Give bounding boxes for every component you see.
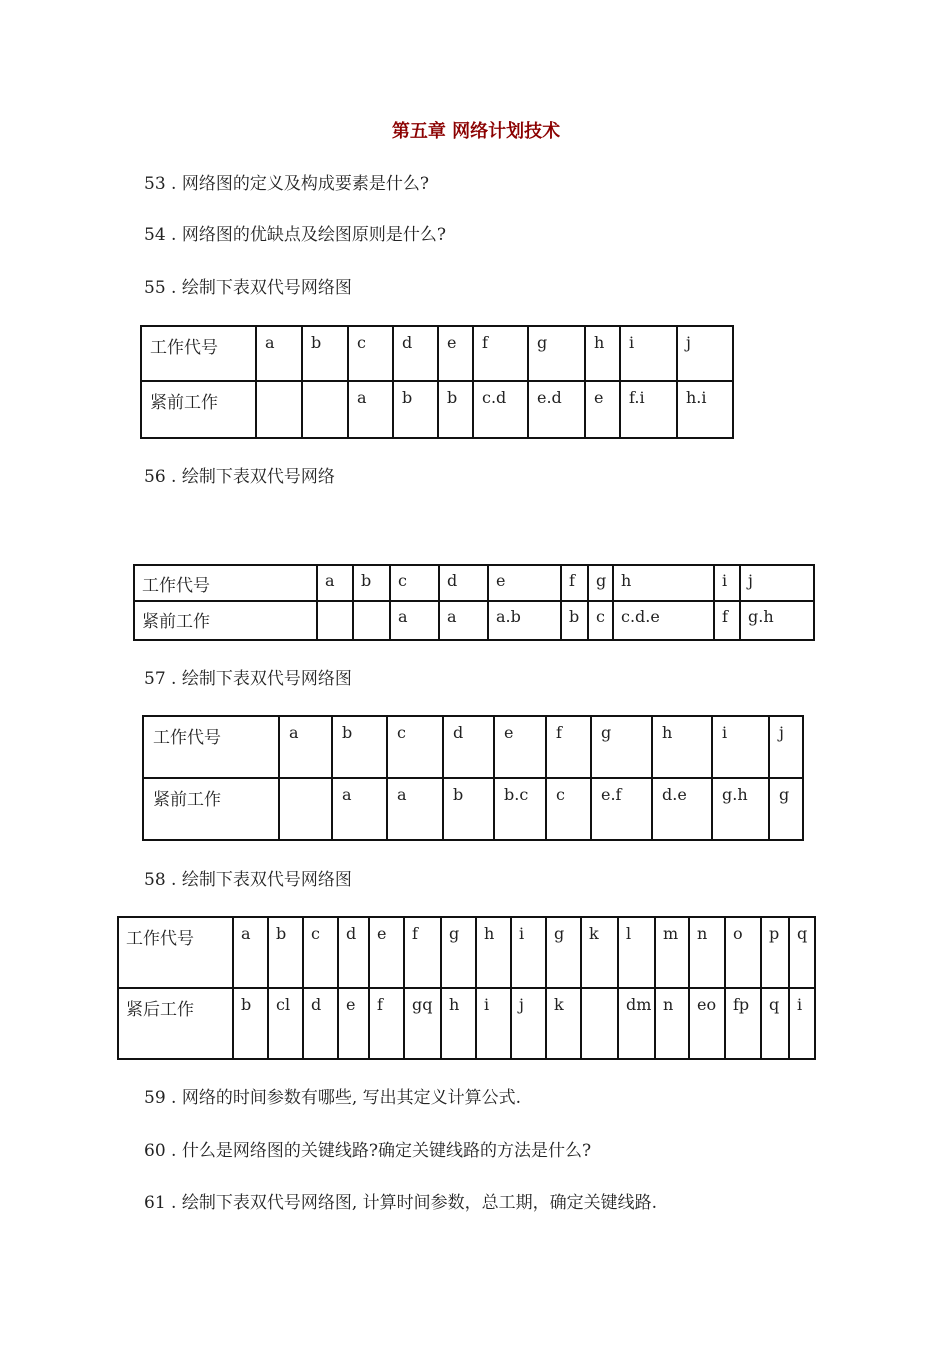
table-cell: i — [620, 326, 677, 381]
row-label: 紧前工作 — [141, 381, 256, 438]
table-cell: g.h — [740, 601, 814, 640]
table-cell: b — [443, 778, 494, 840]
table-cell: f.i — [620, 381, 677, 438]
table-58 — [117, 916, 816, 1060]
question-59: 59 . 网络的时间参数有哪些, 写出其定义计算公式. — [144, 1088, 522, 1108]
table-cell: e — [438, 326, 473, 381]
question-61: 61 . 绘制下表双代号网络图, 计算时间参数，总工期，确定关键线路. — [144, 1193, 658, 1213]
table-cell: a — [279, 716, 332, 778]
table-cell — [317, 601, 353, 640]
table-cell: b — [561, 601, 588, 640]
table-cell — [581, 988, 618, 1059]
table-cell: b.c — [494, 778, 546, 840]
table-cell: a — [390, 601, 439, 640]
table-cell: d — [303, 988, 338, 1059]
table-cell: cl — [268, 988, 303, 1059]
table-cell: b — [438, 381, 473, 438]
table-cell: b — [268, 917, 303, 988]
table-cell: q — [761, 988, 789, 1059]
table-cell: g.h — [712, 778, 769, 840]
table-cell: e.f — [591, 778, 652, 840]
table-55 — [140, 325, 734, 439]
table-cell: e — [338, 988, 369, 1059]
table-cell: b — [332, 716, 387, 778]
table-cell: f — [369, 988, 404, 1059]
table-cell: a.b — [488, 601, 561, 640]
table-cell: i — [714, 565, 740, 601]
table-cell: g — [528, 326, 585, 381]
table-cell: fp — [725, 988, 761, 1059]
table-cell: e — [369, 917, 404, 988]
table-cell: a — [439, 601, 488, 640]
table-cell: a — [348, 381, 393, 438]
table-cell: h — [585, 326, 620, 381]
row-label: 工作代号 — [118, 917, 233, 988]
table-cell: c — [390, 565, 439, 601]
table-cell — [279, 778, 332, 840]
table-cell: d — [439, 565, 488, 601]
table-cell: eo — [689, 988, 725, 1059]
table-cell: c.d.e — [613, 601, 714, 640]
table-cell: a — [332, 778, 387, 840]
table-cell: h.i — [677, 381, 733, 438]
table-cell: h — [476, 917, 511, 988]
table-cell: c — [588, 601, 613, 640]
table-cell: j — [740, 565, 814, 601]
table-cell: b — [233, 988, 268, 1059]
table-cell: o — [725, 917, 761, 988]
table-cell: e — [585, 381, 620, 438]
table-row — [143, 778, 803, 840]
table-cell: g — [591, 716, 652, 778]
question-56: 56 . 绘制下表双代号网络 — [144, 467, 335, 487]
table-cell: l — [618, 917, 655, 988]
table-row — [141, 381, 733, 438]
table-cell: d — [393, 326, 438, 381]
table-cell: g — [441, 917, 476, 988]
table-cell: e — [488, 565, 561, 601]
table-cell: c — [348, 326, 393, 381]
table-cell: g — [769, 778, 803, 840]
table-cell: b — [393, 381, 438, 438]
row-label: 紧前工作 — [134, 601, 317, 640]
question-54: 54 . 网络图的优缺点及绘图原则是什么? — [144, 225, 446, 245]
question-57: 57 . 绘制下表双代号网络图 — [144, 669, 352, 689]
table-cell: n — [655, 988, 689, 1059]
table-cell — [302, 381, 348, 438]
table-row — [118, 917, 815, 988]
table-cell: d — [443, 716, 494, 778]
row-label: 工作代号 — [141, 326, 256, 381]
chapter-title: 第五章 网络计划技术 — [391, 121, 561, 142]
table-cell: f — [561, 565, 588, 601]
table-cell: e — [494, 716, 546, 778]
table-cell: c — [546, 778, 591, 840]
table-cell: gq — [404, 988, 441, 1059]
table-cell: f — [546, 716, 591, 778]
table-cell: j — [769, 716, 803, 778]
table-cell: p — [761, 917, 789, 988]
table-cell: f — [404, 917, 441, 988]
row-label: 工作代号 — [143, 716, 279, 778]
table-cell: d — [338, 917, 369, 988]
question-60: 60 . 什么是网络图的关键线路?确定关键线路的方法是什么? — [144, 1141, 592, 1161]
table-row — [134, 565, 814, 601]
row-label: 紧前工作 — [143, 778, 279, 840]
table-row — [141, 326, 733, 381]
table-cell: i — [511, 917, 546, 988]
table-cell: k — [546, 988, 581, 1059]
table-cell: b — [302, 326, 348, 381]
table-cell: a — [317, 565, 353, 601]
table-cell: h — [613, 565, 714, 601]
table-cell: q — [789, 917, 815, 988]
table-cell: c.d — [473, 381, 528, 438]
table-cell: a — [387, 778, 443, 840]
table-cell: m — [655, 917, 689, 988]
table-cell — [353, 601, 390, 640]
table-56 — [133, 564, 815, 641]
table-row — [143, 716, 803, 778]
table-cell: n — [689, 917, 725, 988]
table-cell: f — [714, 601, 740, 640]
table-57 — [142, 715, 804, 841]
table-cell: e.d — [528, 381, 585, 438]
table-cell: i — [789, 988, 815, 1059]
row-label: 工作代号 — [134, 565, 317, 601]
question-58: 58 . 绘制下表双代号网络图 — [144, 870, 352, 890]
question-55: 55 . 绘制下表双代号网络图 — [144, 278, 352, 298]
table-cell: j — [677, 326, 733, 381]
table-cell: k — [581, 917, 618, 988]
table-cell: a — [256, 326, 302, 381]
row-label: 紧后工作 — [118, 988, 233, 1059]
table-cell — [256, 381, 302, 438]
table-cell: c — [387, 716, 443, 778]
question-53: 53 . 网络图的定义及构成要素是什么? — [144, 174, 429, 194]
table-cell: h — [441, 988, 476, 1059]
table-cell: b — [353, 565, 390, 601]
table-cell: c — [303, 917, 338, 988]
table-cell: a — [233, 917, 268, 988]
table-cell: g — [546, 917, 581, 988]
table-cell: j — [511, 988, 546, 1059]
table-cell: f — [473, 326, 528, 381]
table-row — [134, 601, 814, 640]
table-cell: g — [588, 565, 613, 601]
table-cell: i — [476, 988, 511, 1059]
table-cell: dm — [618, 988, 655, 1059]
table-cell: h — [652, 716, 712, 778]
table-cell: d.e — [652, 778, 712, 840]
table-cell: i — [712, 716, 769, 778]
table-row — [118, 988, 815, 1059]
